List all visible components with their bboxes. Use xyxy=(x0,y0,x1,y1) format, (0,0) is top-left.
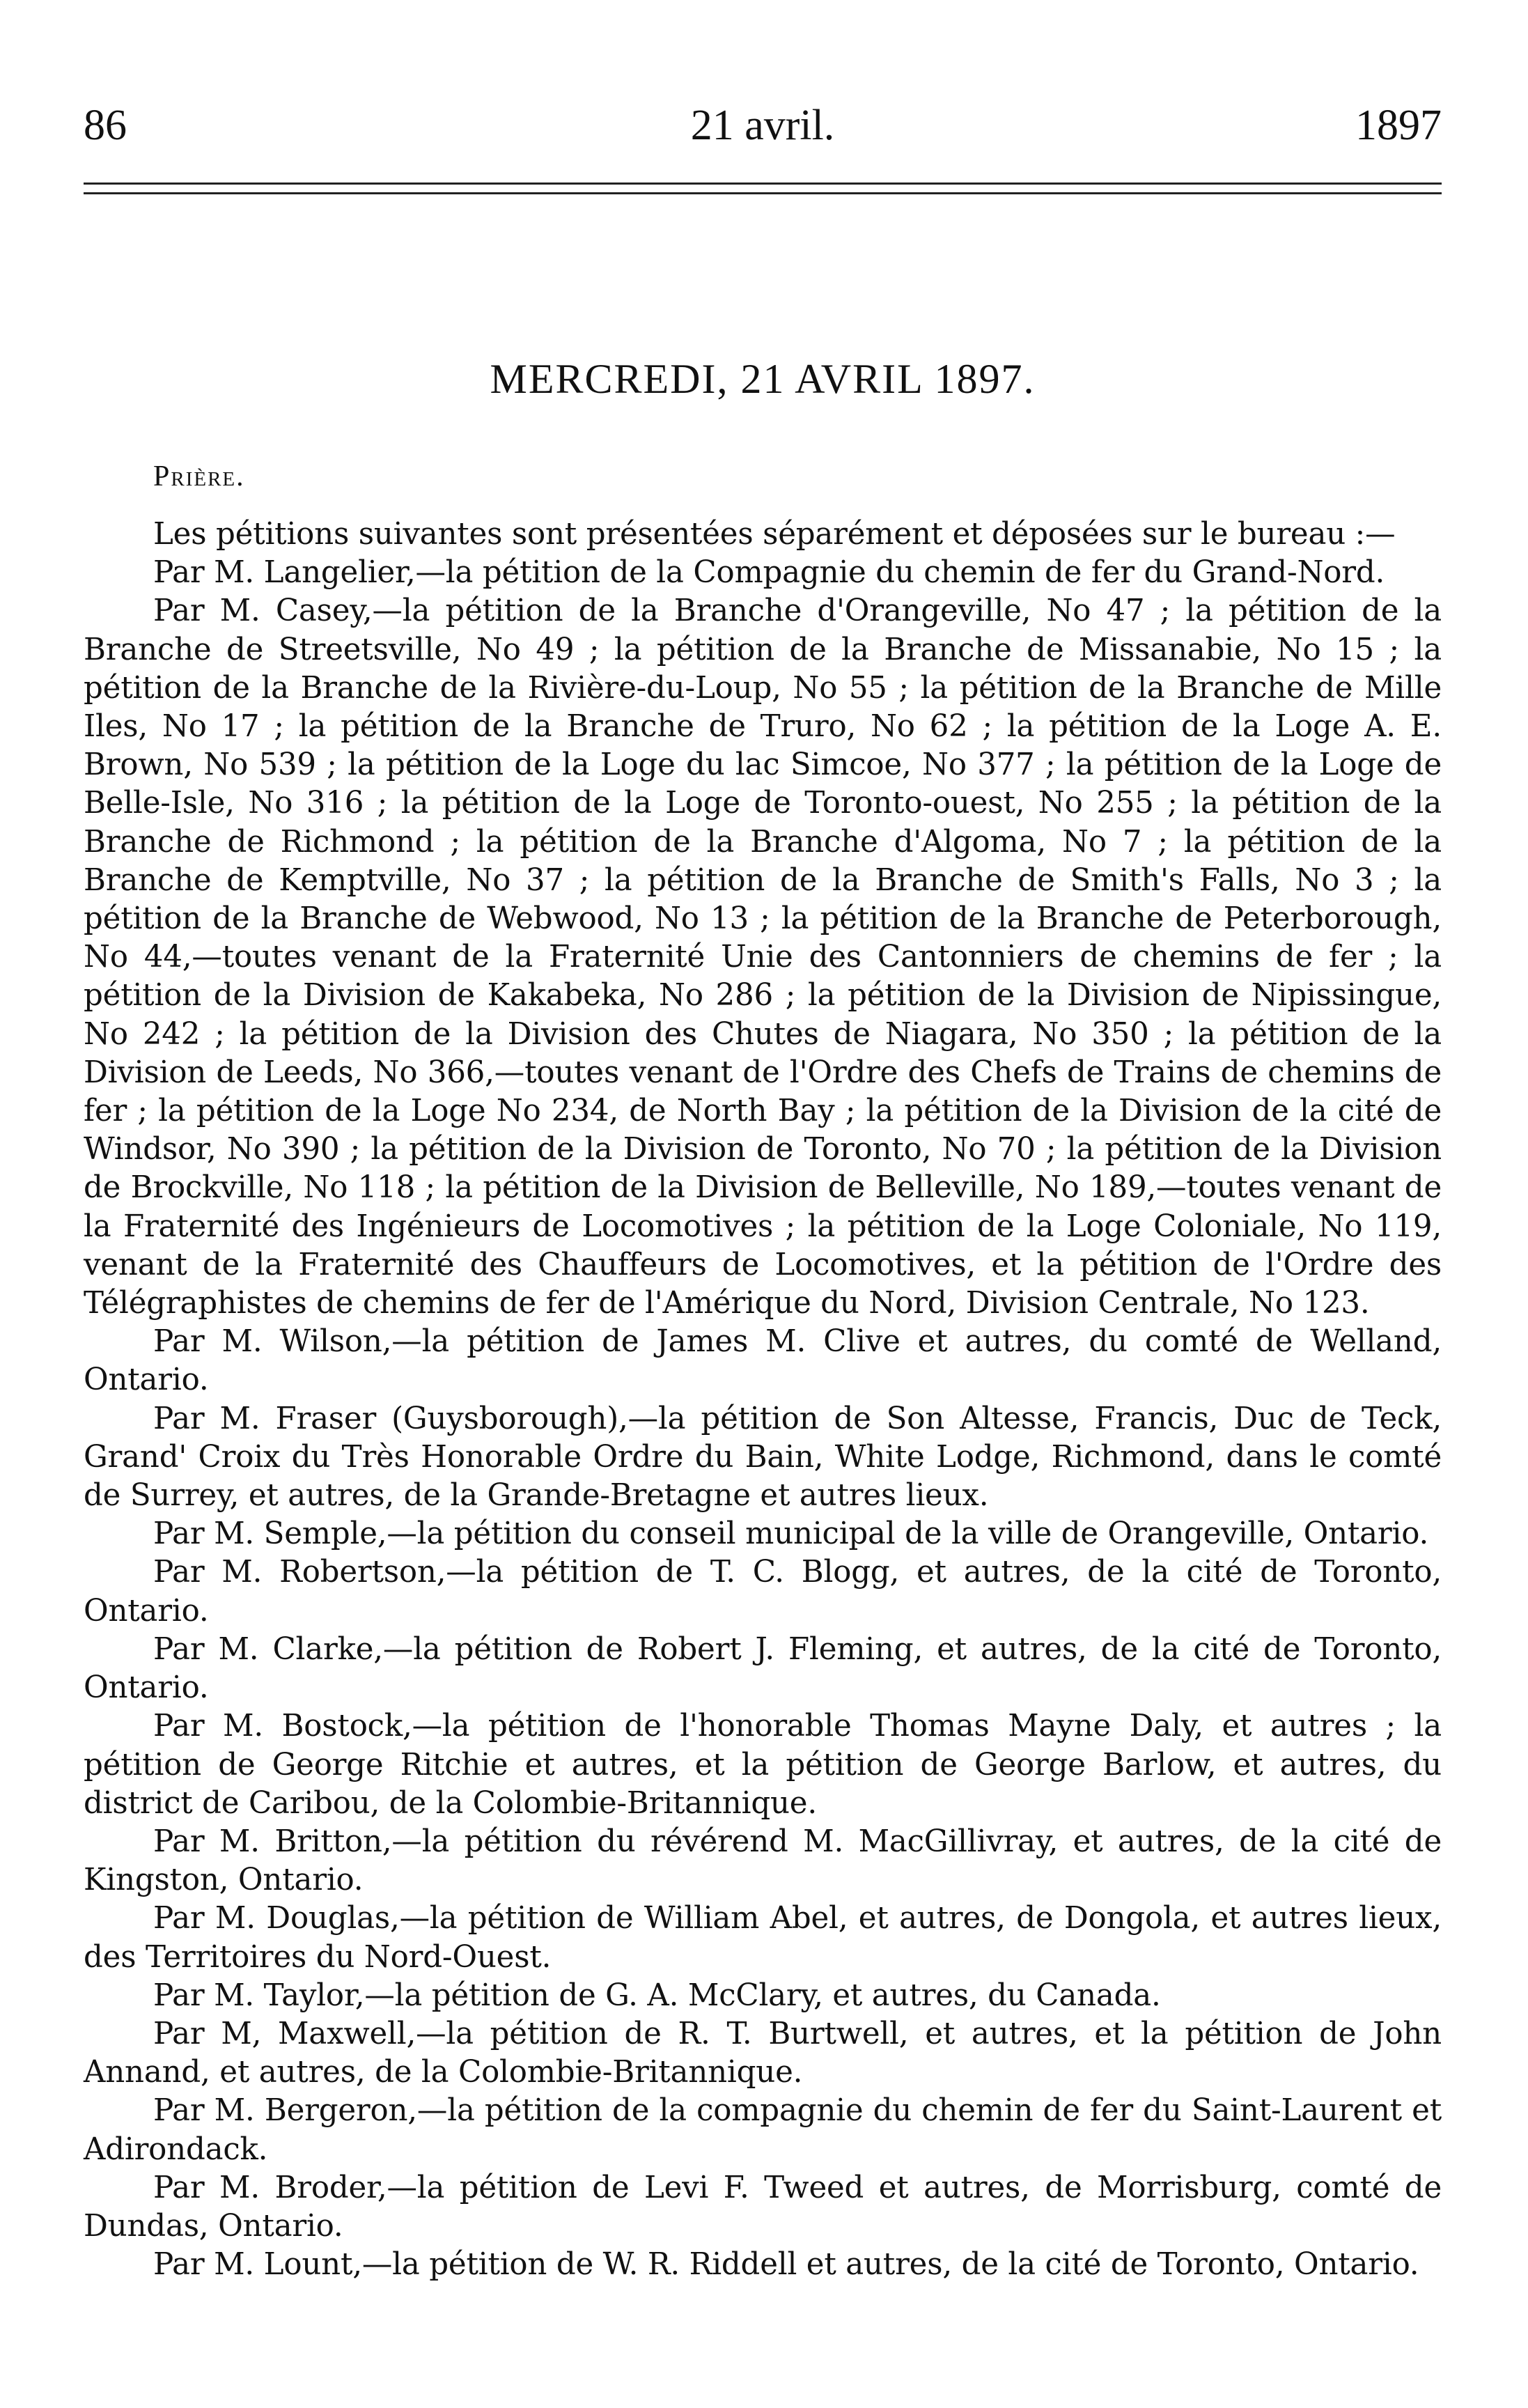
paragraph-broder: Par M. Broder,—la pétition de Levi F. Tweed et autres, de Morrisburg, comté de Dundas, Ontario. xyxy=(84,2170,1442,2244)
paragraph-lount: Par M. Lount,—la pétition de W. R. Riddell et autres, de la cité de Toronto, Ontario. xyxy=(153,2247,1419,2283)
running-year: 1897 xyxy=(1355,102,1442,149)
paragraph-taylor: Par M. Taylor,—la pétition de G. A. McClary, et autres, du Canada. xyxy=(153,1978,1161,2013)
paragraph-fraser: Par M. Fraser (Guysborough),—la pétition de Son Altesse, Francis, Duc de Teck, Grand' Croix du Très Honorable Ordre du Bain, White Lodge, Richmond, dans le comté de Surrey, et autres, de la Grande-Bretagne et autres lieux. xyxy=(84,1401,1442,1514)
running-head xyxy=(84,94,1442,157)
header-rule-bottom xyxy=(84,192,1442,194)
paragraph-casey: Par M. Casey,—la pétition de la Branche d'Orangeville, No 47 ; la pétition de la Branche de Streetsville, No 49 ; la pétition de la Branche de Missanabie, No 15 ; la pétition de la Branche de la Rivière-du-Loup, No 55 ; la pétition de la Branche de Mille Iles, No 17 ; la pétition de la Branche de Truro, No 62 ; la pétition de la Loge A. E. Brown, No 539 ; la pétition de la Loge du lac Simcoe, No 377 ; la pétition de la Loge de Belle-Isle, No 316 ; la pétition de la Loge de Toronto-ouest, No 255 ; la pétition de la Branche de Richmond ; la pétition de la Branche d'Algoma, No 7 ; la pétition de la Branche de Kemptville, No 37 ; la pétition de la Branche de Smith's Falls, No 3 ; la pétition de la Branche de Webwood, No 13 ; la pétition de la Branche de Peterborough, No 44,—toutes venant de la Fraternité Unie des Cantonniers de chemins de fer ; la pétition de la Division de Kakabeka, No 286 ; la pétition de la Division de Nipissingue, No 242 ; la pétition de la Division des Chutes de Niagara, No 350 ; la pétition de la Division de Leeds, No 366,—toutes venant de l'Ordre des Chefs de Trains de chemins de fer ; la pétition de la Loge No 234, de North Bay ; la pétition de la Division de la cité de Windsor, No 390 ; la pétition de la Division de Toronto, No 70 ; la pétition de la Division de Brockville, No 118 ; la pétition de la Division de Belleville, No 189,—toutes venant de la Fraternité des Ingénieurs de Locomotives ; la pétition de la Loge Coloniale, No 119, venant de la Fraternité des Chauffeurs de Locomotives, et la pétition de l'Ordre des Télégraphistes de chemins de fer de l'Amérique du Nord, Division Centrale, No 123. xyxy=(84,593,1442,1321)
running-date: 21 avril. xyxy=(690,102,835,149)
page-number: 86 xyxy=(84,102,127,149)
paragraph-wilson: Par M. Wilson,—la pétition de James M. Clive et autres, du comté de Welland, Ontario. xyxy=(84,1324,1442,1398)
paragraph-bostock: Par M. Bostock,—la pétition de l'honorable Thomas Mayne Daly, et autres ; la pétition de George Ritchie et autres, et la pétition de George Barlow, et autres, du district de Caribou, de la Colombie-Britannique. xyxy=(84,1709,1442,1821)
journal-page xyxy=(84,0,1442,2408)
header-rule-top xyxy=(84,182,1442,185)
paragraph-langelier: Par M. Langelier,—la pétition de la Compagnie du chemin de fer du Grand-Nord. xyxy=(153,555,1385,591)
paragraph-semple: Par M. Semple,—la pétition du conseil municipal de la ville de Orangeville, Ontario. xyxy=(153,1516,1429,1552)
paragraph-maxwell: Par M, Maxwell,—la pétition de R. T. Burtwell, et autres, et la pétition de John Annand, et autres, de la Colombie-Britannique. xyxy=(84,2016,1442,2090)
paragraph-douglas: Par M. Douglas,—la pétition de William Abel, et autres, de Dongola, et autres lieux, des Territoires du Nord-Ouest. xyxy=(84,1901,1442,1975)
petitions-body xyxy=(84,515,1442,2284)
section-label-priere: Prière. xyxy=(153,460,245,492)
day-heading: MERCREDI, 21 AVRIL 1897. xyxy=(490,356,1036,402)
paragraph-intro: Les pétitions suivantes sont présentées séparément et déposées sur le bureau :— xyxy=(153,517,1396,552)
paragraph-clarke: Par M. Clarke,—la pétition de Robert J. Fleming, et autres, de la cité de Toronto, Ontario. xyxy=(84,1631,1442,1706)
paragraph-britton: Par M. Britton,—la pétition du révérend M. MacGillivray, et autres, de la cité de Kingston, Ontario. xyxy=(84,1824,1442,1898)
paragraph-bergeron: Par M. Bergeron,—la pétition de la compagnie du chemin de fer du Saint-Laurent et Adirondack. xyxy=(84,2093,1442,2167)
paragraph-robertson: Par M. Robertson,—la pétition de T. C. Blogg, et autres, de la cité de Toronto, Ontario. xyxy=(84,1555,1442,1629)
